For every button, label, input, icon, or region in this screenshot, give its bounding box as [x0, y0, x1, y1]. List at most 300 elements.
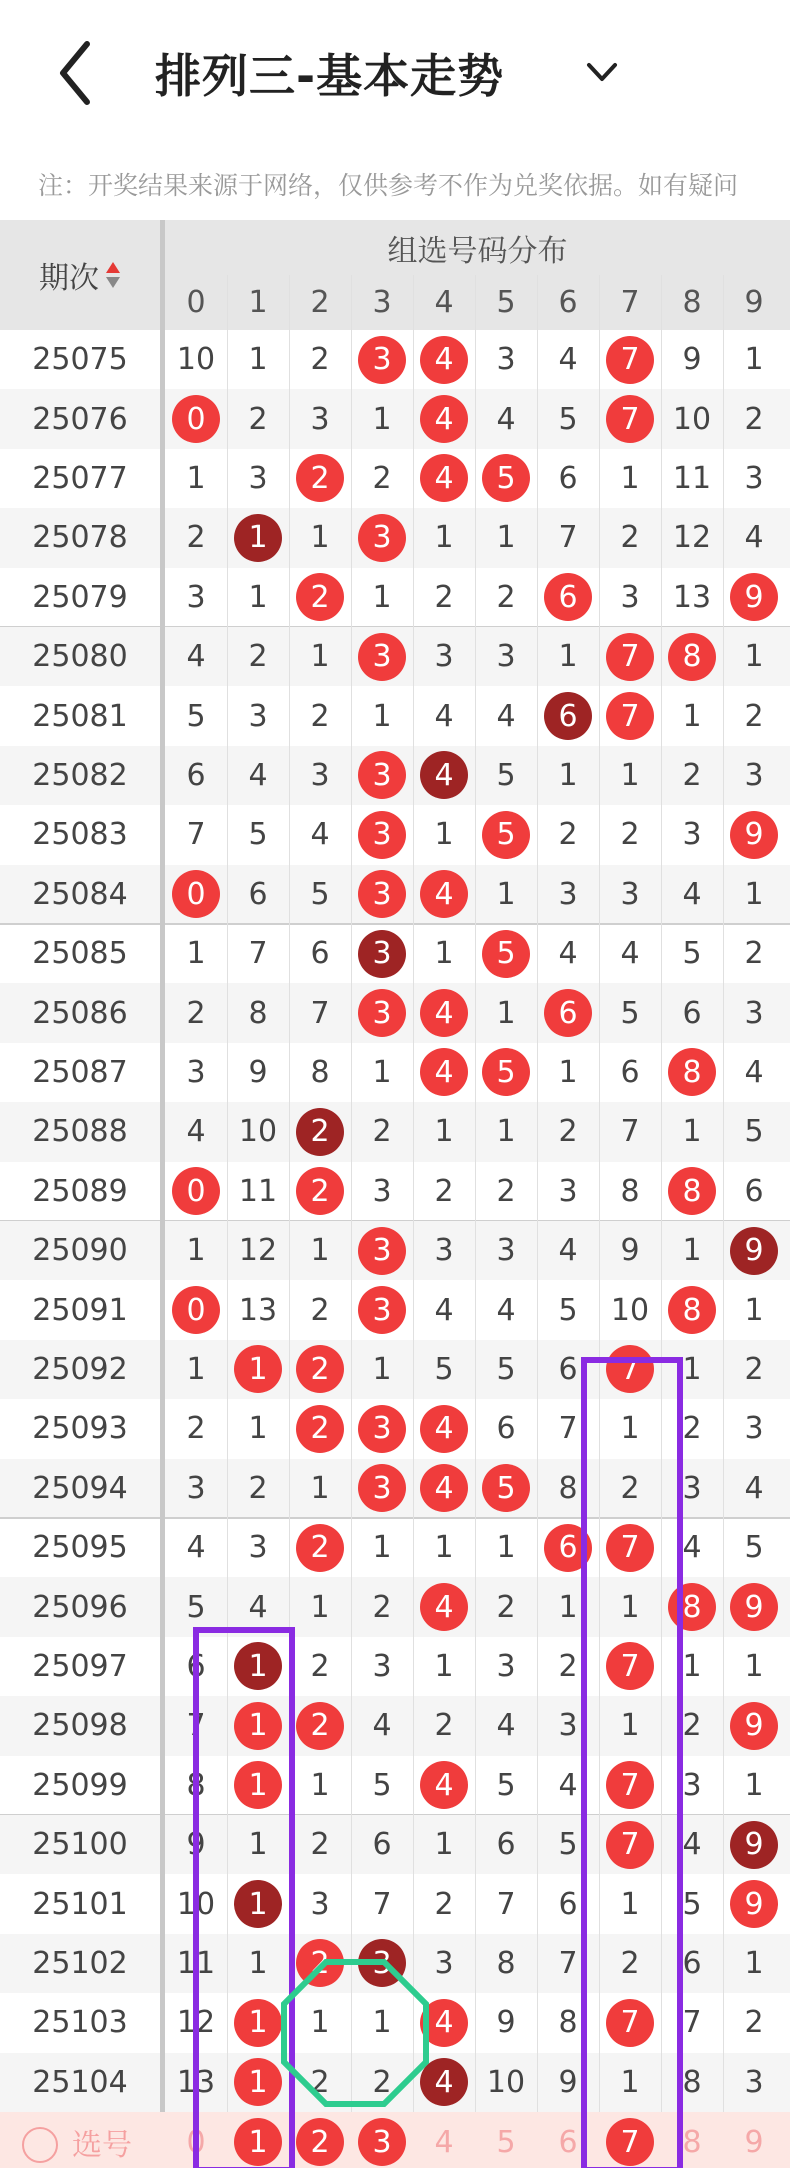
hit-cell: [413, 1043, 475, 1102]
omission-cell: 2: [372, 460, 392, 496]
hit-cell: [227, 1637, 289, 1696]
selected-ball: 7: [606, 2118, 654, 2166]
app-header: [0, 0, 790, 140]
hit-cell: [413, 1399, 475, 1458]
pick-number-9[interactable]: 9: [744, 2124, 764, 2160]
grid-line: [351, 275, 352, 2168]
pick-number-5[interactable]: 5: [496, 2124, 516, 2160]
omission-cell: 6: [682, 995, 702, 1031]
omission-cell: 3: [496, 1233, 516, 1269]
group-distribution-header: 组选号码分布: [387, 233, 568, 269]
period-sort-header[interactable]: [0, 220, 160, 330]
hit-cell: [599, 627, 661, 686]
omission-cell: 8: [620, 1173, 640, 1209]
period-id: 25098: [32, 1708, 128, 1744]
hit-ball: 9: [730, 811, 778, 859]
omission-cell: 7: [620, 1114, 640, 1150]
omission-cell: 3: [248, 698, 268, 734]
omission-cell: 2: [310, 342, 330, 378]
omission-cell: 5: [496, 1767, 516, 1803]
hit-ball: 3: [358, 751, 406, 799]
hit-ball: 2: [296, 1167, 344, 1215]
omission-cell: 6: [186, 1648, 206, 1684]
hit-cell: [227, 508, 289, 567]
omission-cell: 1: [434, 1648, 454, 1684]
table-row: [0, 2053, 790, 2112]
page-title[interactable]: 排列三-基本走势: [155, 49, 505, 103]
omission-cell: 3: [310, 757, 330, 793]
period-id: 25090: [32, 1233, 128, 1269]
hit-ball: 8: [668, 1286, 716, 1334]
omission-cell: 2: [434, 1173, 454, 1209]
hit-cell: [475, 1043, 537, 1102]
period-id: 25099: [32, 1767, 128, 1803]
period-id: 25100: [32, 1827, 128, 1863]
omission-cell: 1: [186, 1351, 206, 1387]
omission-cell: 1: [372, 1054, 392, 1090]
omission-cell: 6: [558, 460, 578, 496]
omission-cell: 7: [248, 936, 268, 972]
hit-ball: 1: [234, 1345, 282, 1393]
omission-cell: 12: [176, 2005, 216, 2041]
hit-ball: 7: [606, 1642, 654, 1690]
omission-cell: 2: [682, 1411, 702, 1447]
table-row: [0, 568, 790, 627]
omission-cell: 2: [310, 1827, 330, 1863]
period-id: 25096: [32, 1589, 128, 1625]
table-row: [0, 1280, 790, 1339]
omission-cell: 4: [744, 1054, 764, 1090]
omission-cell: 2: [434, 1886, 454, 1922]
omission-cell: 1: [372, 698, 392, 734]
omission-cell: 4: [496, 1292, 516, 1328]
hit-ball: 0: [172, 395, 220, 443]
hit-ball: 2: [296, 1405, 344, 1453]
omission-cell: 3: [744, 995, 764, 1031]
omission-cell: 4: [558, 342, 578, 378]
hit-cell: [289, 1340, 351, 1399]
repeat-ball: 3: [358, 1939, 406, 1987]
omission-cell: 1: [620, 1708, 640, 1744]
omission-cell: 2: [744, 2005, 764, 2041]
omission-cell: 2: [248, 401, 268, 437]
omission-cell: 2: [310, 1648, 330, 1684]
trend-table: [0, 220, 790, 2168]
omission-cell: 9: [186, 1827, 206, 1863]
hit-cell: [661, 1577, 723, 1636]
omission-cell: 1: [620, 757, 640, 793]
omission-cell: 6: [744, 1173, 764, 1209]
omission-cell: 5: [186, 1589, 206, 1625]
digit-header-1: 1: [248, 285, 268, 320]
hit-cell: [227, 1874, 289, 1933]
period-id: 25088: [32, 1114, 128, 1150]
omission-cell: 4: [248, 1589, 268, 1625]
omission-cell: 5: [372, 1767, 392, 1803]
hit-ball: 4: [420, 989, 468, 1037]
pick-number-row: [0, 2112, 790, 2168]
period-id: 25076: [32, 401, 128, 437]
omission-cell: 2: [372, 2064, 392, 2100]
hit-ball: 6: [544, 989, 592, 1037]
hit-ball: 9: [730, 1880, 778, 1928]
omission-cell: 3: [558, 876, 578, 912]
omission-cell: 3: [434, 639, 454, 675]
selected-ball: 3: [358, 2118, 406, 2166]
omission-cell: 1: [744, 342, 764, 378]
hit-ball: 8: [668, 1048, 716, 1096]
hit-ball: 4: [420, 336, 468, 384]
grid-line: [599, 275, 600, 2168]
period-id: 25095: [32, 1530, 128, 1566]
omission-cell: 2: [310, 2064, 330, 2100]
hit-cell: [475, 1459, 537, 1518]
omission-cell: 1: [620, 1411, 640, 1447]
table-row: [0, 805, 790, 864]
omission-cell: 1: [744, 1292, 764, 1328]
digit-header-7: 7: [620, 285, 640, 320]
period-id: 25082: [32, 757, 128, 793]
omission-cell: 2: [372, 1589, 392, 1625]
table-row: [0, 1934, 790, 1993]
omission-cell: 13: [238, 1292, 278, 1328]
omission-cell: 9: [558, 2064, 578, 2100]
disclaimer-note: 注：开奖结果来源于网络，仅供参考不作为兑奖依据。如有疑问: [38, 171, 739, 200]
hit-cell: [351, 1280, 413, 1339]
hit-ball: 4: [420, 454, 468, 502]
period-id: 25103: [32, 2005, 128, 2041]
table-row: [0, 1756, 790, 1815]
hit-cell: [413, 2053, 475, 2112]
omission-cell: 8: [310, 1054, 330, 1090]
omission-cell: 5: [434, 1351, 454, 1387]
digit-header-3: 3: [372, 285, 392, 320]
hit-ball: 7: [606, 692, 654, 740]
omission-cell: 1: [496, 995, 516, 1031]
omission-cell: 1: [496, 1114, 516, 1150]
hit-cell: [289, 449, 351, 508]
period-id: 25086: [32, 995, 128, 1031]
omission-cell: 4: [372, 1708, 392, 1744]
omission-cell: 4: [248, 757, 268, 793]
hit-cell: [289, 568, 351, 627]
hit-cell: [165, 865, 227, 924]
omission-cell: 10: [176, 1886, 216, 1922]
omission-cell: 7: [310, 995, 330, 1031]
hit-ball: 4: [420, 395, 468, 443]
omission-cell: 3: [434, 1945, 454, 1981]
hit-cell: [537, 686, 599, 745]
omission-cell: 9: [248, 1054, 268, 1090]
omission-cell: 2: [372, 1114, 392, 1150]
omission-cell: 1: [310, 520, 330, 556]
period-id: 25078: [32, 520, 128, 556]
hit-ball: 5: [482, 930, 530, 978]
omission-cell: 2: [186, 1411, 206, 1447]
omission-cell: 3: [744, 2064, 764, 2100]
repeat-ball: 3: [358, 930, 406, 978]
chevron-left-icon[interactable]: [55, 38, 95, 108]
omission-cell: 3: [186, 1054, 206, 1090]
omission-cell: 4: [310, 817, 330, 853]
digit-header-2: 2: [310, 285, 330, 320]
hit-ball: 3: [358, 1227, 406, 1275]
omission-cell: 4: [682, 1530, 702, 1566]
grid-line: [227, 275, 228, 2168]
chevron-down-icon[interactable]: [585, 55, 619, 89]
omission-cell: 1: [434, 936, 454, 972]
period-id: 25081: [32, 698, 128, 734]
hit-ball: 5: [482, 454, 530, 502]
omission-cell: 11: [176, 1945, 216, 1981]
table-row: [0, 1399, 790, 1458]
hit-cell: [723, 805, 785, 864]
omission-cell: 8: [558, 2005, 578, 2041]
digit-header-6: 6: [558, 285, 578, 320]
hit-ball: 3: [358, 1464, 406, 1512]
omission-cell: 12: [672, 520, 712, 556]
hit-cell: [289, 1696, 351, 1755]
hit-ball: 9: [730, 573, 778, 621]
omission-cell: 1: [558, 1589, 578, 1625]
period-id: 25085: [32, 936, 128, 972]
table-row: [0, 449, 790, 508]
hit-ball: 3: [358, 336, 406, 384]
hit-cell: [599, 1518, 661, 1577]
omission-cell: 4: [186, 1530, 206, 1566]
hit-cell: [289, 1518, 351, 1577]
omission-cell: 9: [620, 1233, 640, 1269]
omission-cell: 1: [310, 1233, 330, 1269]
hit-ball: 3: [358, 989, 406, 1037]
hit-cell: [289, 1399, 351, 1458]
table-row: [0, 746, 790, 805]
hit-ball: 1: [234, 1702, 282, 1750]
omission-cell: 1: [682, 1648, 702, 1684]
omission-cell: 3: [558, 1173, 578, 1209]
hit-ball: 3: [358, 870, 406, 918]
omission-cell: 2: [310, 1292, 330, 1328]
omission-cell: 1: [558, 757, 578, 793]
hit-ball: 6: [544, 573, 592, 621]
hit-ball: 4: [420, 1583, 468, 1631]
hit-cell: [227, 2053, 289, 2112]
hit-cell: [723, 1815, 785, 1874]
omission-cell: 8: [186, 1767, 206, 1803]
hit-cell: [599, 1993, 661, 2052]
omission-cell: 11: [672, 460, 712, 496]
pick-number-7[interactable]: [599, 2112, 661, 2168]
omission-cell: 2: [558, 1648, 578, 1684]
omission-cell: 1: [620, 1589, 640, 1625]
omission-cell: 6: [186, 757, 206, 793]
omission-cell: 1: [682, 1233, 702, 1269]
omission-cell: 4: [558, 1767, 578, 1803]
omission-cell: 10: [176, 342, 216, 378]
omission-cell: 1: [248, 1945, 268, 1981]
column-divider: [160, 220, 165, 2168]
omission-cell: 1: [310, 1589, 330, 1625]
pick-number-3[interactable]: [351, 2112, 413, 2168]
hit-ball: 2: [296, 573, 344, 621]
digit-header-8: 8: [682, 285, 702, 320]
hit-cell: [289, 1934, 351, 1993]
repeat-ball: 2: [296, 1108, 344, 1156]
omission-cell: 3: [682, 817, 702, 853]
table-row: [0, 1696, 790, 1755]
omission-cell: 2: [248, 639, 268, 675]
hit-cell: [413, 449, 475, 508]
omission-cell: 8: [682, 2064, 702, 2100]
omission-cell: 5: [682, 936, 702, 972]
omission-cell: 3: [186, 1470, 206, 1506]
omission-cell: 1: [744, 876, 764, 912]
omission-cell: 3: [496, 639, 516, 675]
hit-ball: 7: [606, 336, 654, 384]
omission-cell: 5: [744, 1114, 764, 1150]
hit-ball: 2: [296, 454, 344, 502]
hit-cell: [413, 865, 475, 924]
hit-ball: 2: [296, 1939, 344, 1987]
omission-cell: 2: [744, 698, 764, 734]
hit-ball: 4: [420, 1405, 468, 1453]
grid-line: [475, 275, 476, 2168]
omission-cell: 5: [186, 698, 206, 734]
omission-cell: 1: [496, 520, 516, 556]
omission-cell: 2: [558, 817, 578, 853]
omission-cell: 7: [186, 817, 206, 853]
hit-ball: 3: [358, 811, 406, 859]
pick-radio[interactable]: [22, 2127, 58, 2163]
hit-cell: [723, 1577, 785, 1636]
omission-cell: 6: [372, 1827, 392, 1863]
omission-cell: 4: [496, 698, 516, 734]
omission-cell: 1: [248, 579, 268, 615]
omission-cell: 1: [434, 1827, 454, 1863]
omission-cell: 4: [434, 1292, 454, 1328]
hit-cell: [351, 924, 413, 983]
hit-cell: [661, 1280, 723, 1339]
period-id: 25094: [32, 1470, 128, 1506]
omission-cell: 3: [682, 1470, 702, 1506]
grid-line: [723, 275, 724, 2168]
omission-cell: 1: [558, 639, 578, 675]
omission-cell: 11: [238, 1173, 278, 1209]
hit-ball: 4: [420, 1464, 468, 1512]
omission-cell: 1: [186, 936, 206, 972]
hit-ball: 0: [172, 1167, 220, 1215]
hit-ball: 4: [420, 1999, 468, 2047]
table-row: [0, 389, 790, 448]
period-id: 25089: [32, 1173, 128, 1209]
omission-cell: 2: [620, 1470, 640, 1506]
omission-cell: 9: [682, 342, 702, 378]
hit-cell: [351, 330, 413, 389]
hit-ball: 1: [234, 1761, 282, 1809]
hit-cell: [475, 805, 537, 864]
selected-ball: 1: [234, 2118, 282, 2166]
omission-cell: 3: [496, 342, 516, 378]
pick-number-8[interactable]: 8: [682, 2124, 702, 2160]
hit-ball: 2: [296, 1524, 344, 1572]
omission-cell: 2: [558, 1114, 578, 1150]
hit-cell: [599, 330, 661, 389]
omission-cell: 8: [248, 995, 268, 1031]
period-id: 25093: [32, 1411, 128, 1447]
omission-cell: 1: [744, 639, 764, 675]
pick-number-0[interactable]: 0: [186, 2124, 206, 2160]
hit-cell: [661, 627, 723, 686]
omission-cell: 1: [372, 1530, 392, 1566]
pick-number-1[interactable]: [227, 2112, 289, 2168]
digit-header-5: 5: [496, 285, 516, 320]
hit-cell: [351, 983, 413, 1042]
table-row: [0, 1874, 790, 1933]
hit-cell: [351, 1399, 413, 1458]
omission-cell: 4: [682, 876, 702, 912]
omission-cell: 7: [558, 520, 578, 556]
grid-line: [537, 275, 538, 2168]
omission-cell: 7: [682, 2005, 702, 2041]
hit-ball: 7: [606, 395, 654, 443]
omission-cell: 1: [248, 1411, 268, 1447]
pick-number-2[interactable]: [289, 2112, 351, 2168]
table-row: [0, 865, 790, 924]
pick-number-4[interactable]: 4: [434, 2124, 454, 2160]
omission-cell: 5: [496, 757, 516, 793]
omission-cell: 1: [620, 2064, 640, 2100]
hit-ball: 7: [606, 1999, 654, 2047]
grid-line: [289, 275, 290, 2168]
omission-cell: 1: [682, 1114, 702, 1150]
omission-cell: 1: [682, 698, 702, 734]
hit-ball: 7: [606, 1821, 654, 1869]
hit-cell: [227, 1340, 289, 1399]
digit-header-9: 9: [744, 285, 764, 320]
omission-cell: 3: [496, 1648, 516, 1684]
omission-cell: 5: [248, 817, 268, 853]
repeat-ball: 1: [234, 1880, 282, 1928]
period-id: 25083: [32, 817, 128, 853]
omission-cell: 10: [672, 401, 712, 437]
hit-cell: [351, 1221, 413, 1280]
hit-ball: 3: [358, 1286, 406, 1334]
omission-cell: 7: [558, 1945, 578, 1981]
omission-cell: 6: [682, 1945, 702, 1981]
omission-cell: 2: [248, 1470, 268, 1506]
hit-cell: [537, 568, 599, 627]
hit-ball: 5: [482, 811, 530, 859]
omission-cell: 12: [238, 1233, 278, 1269]
hit-cell: [723, 1221, 785, 1280]
omission-cell: 4: [558, 1233, 578, 1269]
table-header: [0, 220, 790, 330]
hit-cell: [413, 389, 475, 448]
omission-cell: 2: [682, 1708, 702, 1744]
hit-cell: [661, 1162, 723, 1221]
omission-cell: 4: [682, 1827, 702, 1863]
omission-cell: 3: [310, 401, 330, 437]
hit-cell: [599, 1815, 661, 1874]
pick-number-6[interactable]: 6: [558, 2124, 578, 2160]
repeat-ball: 4: [420, 2058, 468, 2106]
hit-ball: 9: [730, 1583, 778, 1631]
omission-cell: 13: [176, 2064, 216, 2100]
omission-cell: 1: [434, 520, 454, 556]
digit-header-0: 0: [186, 285, 206, 320]
hit-ball: 1: [234, 2058, 282, 2106]
omission-cell: 1: [558, 1054, 578, 1090]
